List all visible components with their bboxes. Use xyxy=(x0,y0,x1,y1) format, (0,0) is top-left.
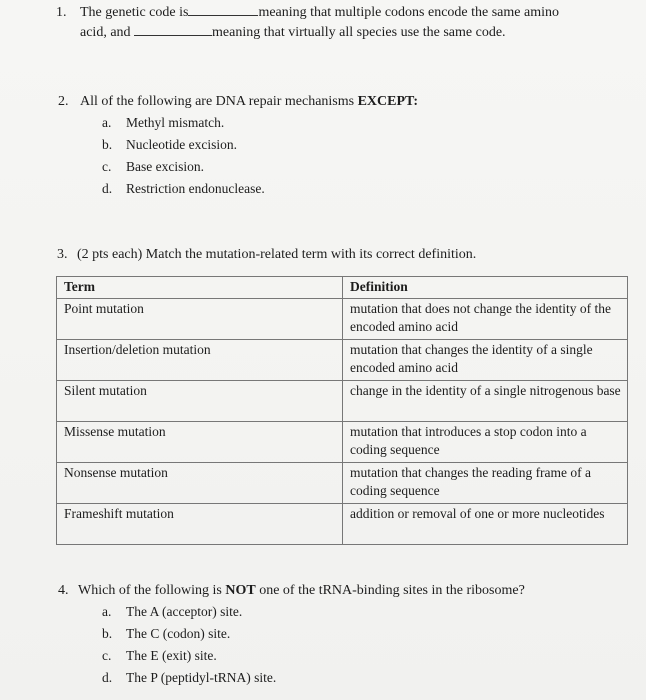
q2-option-b[interactable] xyxy=(102,136,237,154)
term-cell[interactable]: Silent mutation xyxy=(57,381,343,422)
definition-cell[interactable]: addition or removal of one or more nucleotides xyxy=(343,504,628,545)
question-4-prompt-a: Which of the following is xyxy=(78,583,222,598)
option-letter: c. xyxy=(102,648,112,663)
term-cell[interactable]: Insertion/deletion mutation xyxy=(57,340,343,381)
definition-cell[interactable]: change in the identity of a single nitrogenous base xyxy=(343,381,628,422)
question-3-prompt: (2 pts each) Match the mutation-related term with its correct definition. xyxy=(77,247,477,262)
question-1-number: 1. xyxy=(56,5,67,20)
question-1-text-c: acid, and xyxy=(80,25,131,40)
option-text: The P (peptidyl-tRNA) site. xyxy=(126,670,277,685)
definition-cell[interactable]: mutation that introduces a stop codon into a coding sequence xyxy=(343,422,628,463)
question-2 xyxy=(58,93,618,111)
q2-option-d[interactable] xyxy=(102,180,265,198)
option-text: Base excision. xyxy=(126,159,204,174)
option-text: Nucleotide excision. xyxy=(126,137,237,152)
question-4-prompt-c: one of the tRNA-binding sites in the ribosome? xyxy=(259,583,525,598)
option-letter: b. xyxy=(102,137,113,152)
q2-option-a[interactable] xyxy=(102,114,224,132)
q4-option-d[interactable] xyxy=(102,669,276,687)
table-row xyxy=(57,504,628,545)
question-4 xyxy=(58,582,638,600)
column-header-definition: Definition xyxy=(343,277,628,299)
term-cell[interactable]: Frameshift mutation xyxy=(57,504,343,545)
option-text: The E (exit) site. xyxy=(126,648,217,663)
question-2-emphasis: EXCEPT: xyxy=(357,94,419,109)
q4-option-a[interactable] xyxy=(102,603,242,621)
matching-table xyxy=(56,276,628,545)
definition-cell[interactable]: mutation that changes the identity of a single encoded amino acid xyxy=(343,340,628,381)
table-row xyxy=(57,299,628,340)
answer-blank-2[interactable] xyxy=(134,35,212,36)
table-row xyxy=(57,381,628,422)
option-letter: b. xyxy=(102,626,113,641)
term-cell[interactable]: Missense mutation xyxy=(57,422,343,463)
table-header-row xyxy=(57,277,628,299)
question-2-prompt: All of the following are DNA repair mechanisms xyxy=(80,94,355,109)
option-letter: a. xyxy=(102,604,112,619)
option-letter: a. xyxy=(102,115,112,130)
question-1-text-a: The genetic code is xyxy=(80,5,189,20)
option-letter: c. xyxy=(102,159,112,174)
question-4-emphasis: NOT xyxy=(225,583,256,598)
question-4-number: 4. xyxy=(58,583,69,598)
answer-blank-1[interactable] xyxy=(188,15,258,16)
table-row xyxy=(57,463,628,504)
option-text: Methyl mismatch. xyxy=(126,115,225,130)
q4-option-c[interactable] xyxy=(102,647,217,665)
term-cell[interactable]: Point mutation xyxy=(57,299,343,340)
definition-cell[interactable]: mutation that does not change the identity of the encoded amino acid xyxy=(343,299,628,340)
table-row xyxy=(57,422,628,463)
option-text: The A (acceptor) site. xyxy=(126,604,243,619)
option-letter: d. xyxy=(102,181,113,196)
question-1-text-b: meaning that multiple codons encode the same amino xyxy=(258,5,559,20)
question-3-number: 3. xyxy=(57,247,68,262)
term-cell[interactable]: Nonsense mutation xyxy=(57,463,343,504)
column-header-term: Term xyxy=(57,277,343,299)
q2-option-c[interactable] xyxy=(102,158,204,176)
question-1-text-d: meaning that virtually all species use the same code. xyxy=(212,25,506,40)
definition-cell[interactable]: mutation that changes the reading frame of a coding sequence xyxy=(343,463,628,504)
question-3 xyxy=(57,246,637,264)
option-text: Restriction endonuclease. xyxy=(126,181,265,196)
option-letter: d. xyxy=(102,670,113,685)
q4-option-b[interactable] xyxy=(102,625,230,643)
table-row xyxy=(57,340,628,381)
question-2-number: 2. xyxy=(58,94,69,109)
option-text: The C (codon) site. xyxy=(126,626,231,641)
